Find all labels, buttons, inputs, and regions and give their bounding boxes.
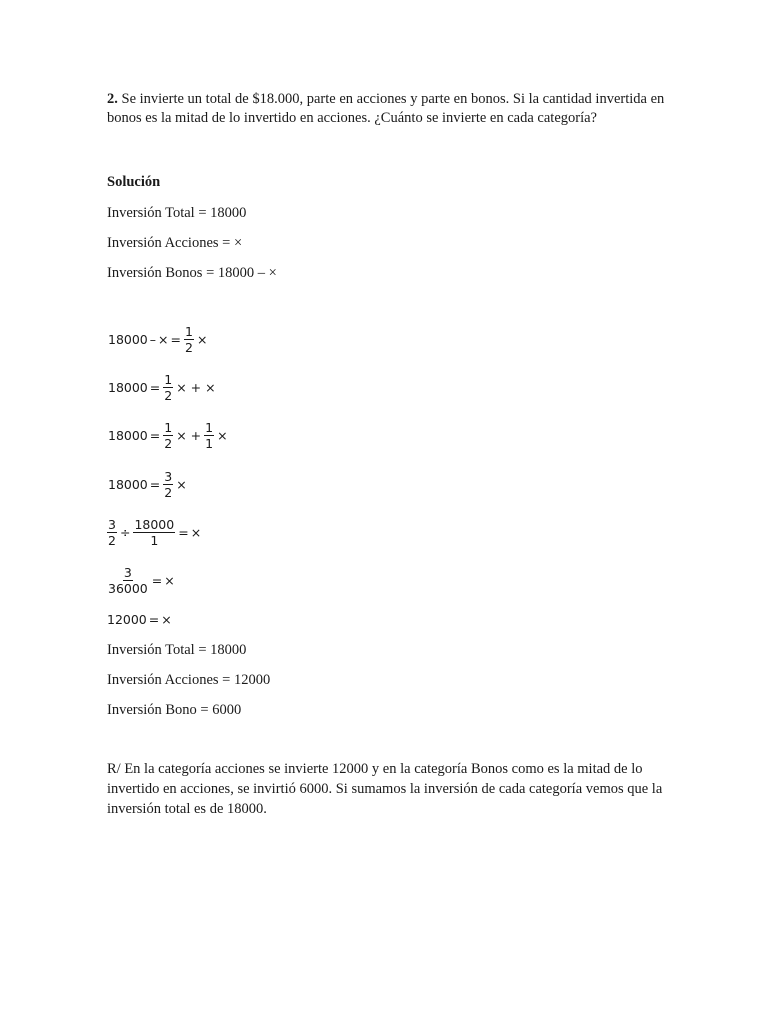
equation-step-7 xyxy=(107,612,173,627)
equation-variable: × xyxy=(190,525,202,540)
equation-variable: × xyxy=(158,332,169,347)
equation-operator: – xyxy=(149,332,157,347)
fraction-numerator: 1 xyxy=(205,420,214,435)
fraction-denominator: 2 xyxy=(184,340,193,355)
equation-equals: = xyxy=(178,525,189,540)
fraction-denominator: 36000 xyxy=(108,581,148,596)
equation-equals: = xyxy=(149,477,161,492)
equation-term: 18000 xyxy=(108,428,148,443)
definition-bonos: Inversión Bonos = 18000 – × xyxy=(107,265,277,281)
fraction-numerator: 1 xyxy=(164,372,173,387)
equation-expression: × + xyxy=(176,428,202,443)
fraction-numerator: 1 xyxy=(164,420,173,435)
fraction xyxy=(163,469,173,500)
fraction xyxy=(184,324,194,355)
fraction xyxy=(163,372,173,403)
fraction-denominator: 2 xyxy=(108,533,116,548)
fraction-numerator: 1 xyxy=(184,324,193,339)
fraction-numerator: 3 xyxy=(108,517,116,532)
equation-term: 18000 xyxy=(108,477,148,492)
equation-expression: × + × xyxy=(176,380,216,395)
fraction-denominator: 2 xyxy=(164,485,173,500)
fraction-numerator: 3 xyxy=(164,469,173,484)
fraction xyxy=(133,517,175,548)
definition-acciones: Inversión Acciones = × xyxy=(107,235,243,251)
equation-variable: × xyxy=(164,573,175,588)
equation-step-1 xyxy=(107,324,208,355)
result-total: Inversión Total = 18000 xyxy=(107,642,247,658)
solution-heading: Solución xyxy=(107,174,161,190)
equation-step-2 xyxy=(107,372,217,403)
equation-variable: × xyxy=(176,477,187,492)
equation-variable: × xyxy=(161,612,172,627)
fraction xyxy=(107,565,149,596)
fraction xyxy=(204,420,214,451)
result-bono: Inversión Bono = 6000 xyxy=(107,702,242,718)
equation-step-6 xyxy=(107,565,176,596)
equation-equals: = xyxy=(149,428,161,443)
fraction xyxy=(107,517,117,548)
equation-step-5 xyxy=(107,517,202,548)
equation-operator: ÷ xyxy=(119,525,131,540)
equation-term: 12000 xyxy=(107,612,147,627)
equation-equals: = xyxy=(170,332,181,347)
answer-paragraph: R/ En la categoría acciones se invierte 12000 y en la categoría Bonos como es la mitad de lo invertido en acciones, se invirtió 6000. Si sumamos la inversión de cada categoría vemos que la inversión total es de 18000. xyxy=(107,761,663,817)
equation-variable: × xyxy=(217,428,228,443)
fraction-denominator: 1 xyxy=(205,436,214,451)
problem-statement xyxy=(107,90,667,128)
fraction-denominator: 1 xyxy=(150,533,159,548)
fraction-denominator: 2 xyxy=(164,436,173,451)
problem-text: Se invierte un total de $18.000, parte en acciones y parte en bonos. Si la cantidad invertida en bonos es la mitad de lo invertido en acciones. ¿Cuánto se invierte en cada categoría? xyxy=(107,91,665,126)
fraction xyxy=(163,420,173,451)
equation-equals: = xyxy=(149,380,161,395)
definition-total: Inversión Total = 18000 xyxy=(107,205,247,221)
problem-number: 2. xyxy=(107,91,118,107)
equation-term: 18000 xyxy=(108,380,148,395)
fraction-denominator: 2 xyxy=(164,388,173,403)
equation-equals: = xyxy=(148,612,160,627)
equation-variable: × xyxy=(196,332,208,347)
equation-step-3 xyxy=(107,420,229,451)
fraction-numerator: 3 xyxy=(123,565,132,580)
equation-term: 18000 xyxy=(108,332,148,347)
equation-equals: = xyxy=(151,573,163,588)
equation-step-4 xyxy=(107,469,188,500)
fraction-numerator: 18000 xyxy=(134,517,175,532)
result-acciones: Inversión Acciones = 12000 xyxy=(107,672,271,688)
